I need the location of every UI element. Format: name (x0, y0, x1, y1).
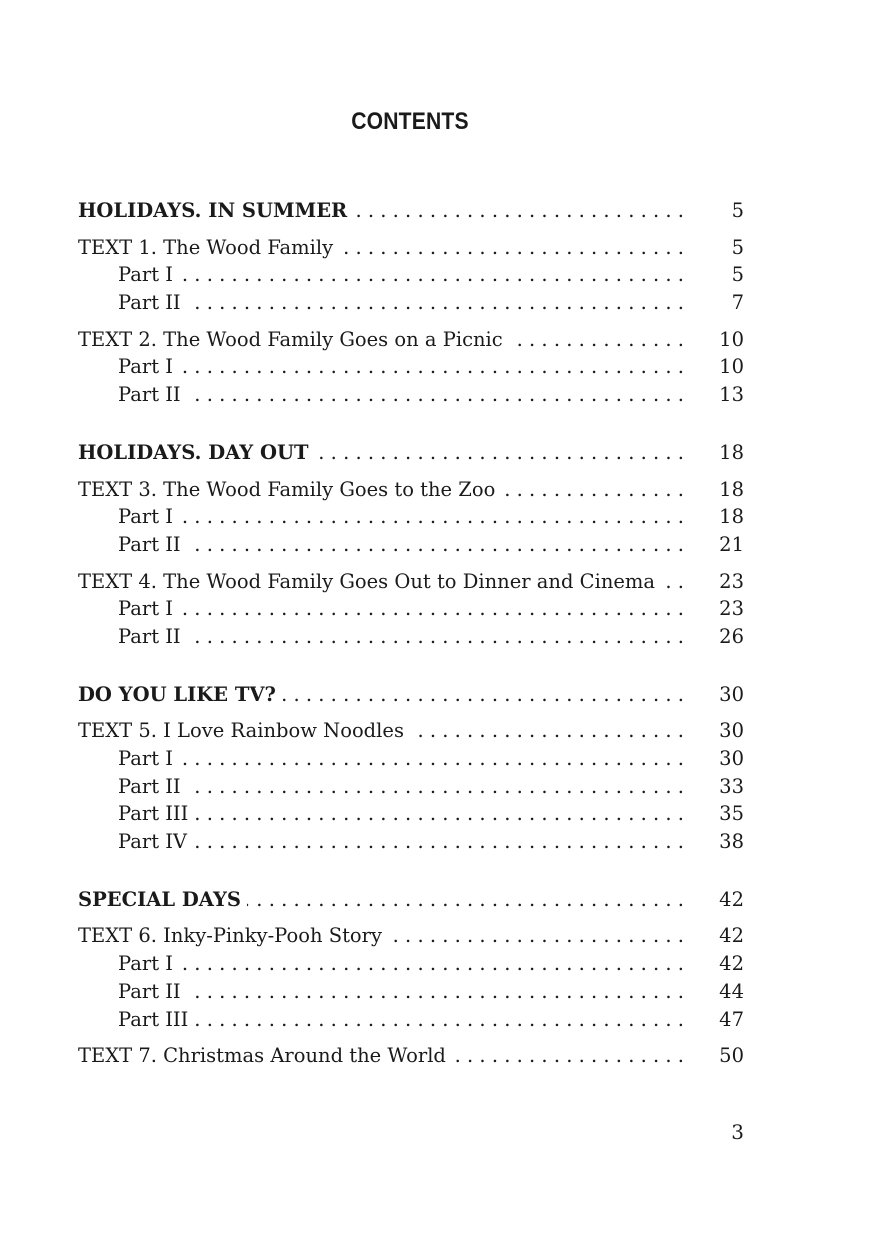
toc-entry-section (78, 439, 744, 467)
dot-leader (247, 886, 684, 914)
dot-leader (410, 717, 684, 745)
dot-leader (179, 950, 684, 978)
toc-entry-label: Part I (118, 747, 173, 770)
toc-entry-label: TEXT 5. I Love Rainbow Noodles (78, 719, 404, 743)
dot-leader (509, 326, 684, 354)
toc-entry-label: Part IV (118, 830, 188, 854)
toc-entry-part (78, 800, 744, 828)
dot-leader (187, 381, 684, 409)
toc-entry-label: Part I (118, 263, 173, 287)
toc-entry-label: Part II (118, 291, 181, 315)
dot-leader (179, 503, 684, 531)
toc-entry-part (78, 595, 744, 623)
toc-entry-label: Part III (118, 1007, 189, 1031)
toc-entry-page: 42 (719, 952, 744, 976)
dot-leader (187, 623, 684, 651)
toc-entry-label: TEXT 1. The Wood Family (78, 235, 334, 259)
toc-entry-text (78, 326, 744, 354)
toc-entry-label: TEXT 4. The Wood Family Goes Out to Dinner and Cinema (78, 569, 656, 593)
toc-entry-page: 18 (719, 440, 744, 464)
toc-entry-part (78, 950, 744, 978)
toc-entry-section (78, 197, 744, 225)
toc-entry-page: 10 (719, 355, 744, 379)
toc-entry-page: 47 (719, 1007, 744, 1031)
toc-entry-part (78, 745, 744, 773)
dot-leader (193, 828, 684, 856)
toc-entry-page: 18 (719, 505, 744, 529)
dot-leader (194, 1006, 684, 1034)
toc-entry-page: 38 (719, 830, 744, 854)
toc-entry-page: 5 (731, 199, 744, 222)
toc-entry-text (78, 922, 744, 950)
toc-entry-page: 30 (719, 719, 744, 743)
toc-entry-label: Part I (118, 505, 173, 529)
toc-entry-label: TEXT 6. Inky-Pinky-Pooh Story (78, 924, 382, 948)
toc-entry-section (78, 886, 744, 914)
dot-leader (187, 531, 684, 559)
toc-entry-part (78, 289, 744, 317)
toc-entry-part (78, 773, 744, 801)
toc-entry-page: 30 (719, 682, 744, 706)
toc-entry-page: 26 (719, 624, 744, 648)
toc-entry-page: 5 (731, 263, 744, 287)
toc-entry-part (78, 828, 744, 856)
toc-entry-section (78, 681, 744, 709)
toc-entry-page: 7 (731, 291, 744, 315)
toc-entry-label: HOLIDAYS. IN SUMMER (78, 199, 348, 222)
dot-leader (194, 800, 684, 828)
toc-entry-page: 18 (719, 477, 744, 501)
toc-entry-label: SPECIAL DAYS (78, 887, 241, 911)
toc-entry-label: Part I (118, 355, 173, 379)
toc-entry-part (78, 353, 744, 381)
toc-entry-part (78, 381, 744, 409)
toc-entry-page: 50 (719, 1044, 744, 1068)
dot-leader (187, 978, 684, 1006)
toc-entry-text (78, 234, 744, 262)
page-number: 3 (731, 1120, 744, 1144)
page-title: CONTENTS (351, 108, 469, 135)
toc-entry-label: Part II (118, 383, 181, 407)
toc-entry-page: 23 (719, 597, 744, 621)
toc-entry-text (78, 568, 744, 596)
toc-entry-label: TEXT 7. Christmas Around the World (78, 1044, 446, 1068)
dot-leader (314, 439, 684, 467)
toc-entry-part (78, 623, 744, 651)
toc-entry-page: 30 (719, 747, 744, 770)
toc-entry-label: TEXT 3. The Wood Family Goes to the Zoo (78, 477, 496, 501)
toc-entry-page: 42 (719, 887, 744, 911)
toc-entry-page: 21 (719, 532, 744, 556)
dot-leader (353, 197, 684, 225)
dot-leader (187, 289, 684, 317)
toc-entry-part (78, 261, 744, 289)
toc-entry-part (78, 978, 744, 1006)
toc-entry-label: DO YOU LIKE TV? (78, 682, 276, 706)
toc-entry-page: 13 (719, 383, 744, 407)
toc-entry-page: 23 (719, 569, 744, 593)
dot-leader (187, 773, 684, 801)
dot-leader (282, 681, 684, 709)
toc-entry-page: 42 (719, 924, 744, 948)
table-of-contents (78, 197, 744, 1070)
dot-leader (452, 1042, 684, 1070)
toc-entry-text (78, 476, 744, 504)
toc-entry-page: 35 (719, 802, 744, 826)
dot-leader (179, 353, 684, 381)
toc-entry-label: Part I (118, 597, 173, 621)
toc-entry-part (78, 503, 744, 531)
dot-leader (388, 922, 684, 950)
dot-leader (179, 595, 684, 623)
toc-entry-label: Part II (118, 624, 181, 648)
toc-entry-text (78, 717, 744, 745)
toc-entry-label: Part II (118, 774, 181, 798)
toc-entry-label: Part I (118, 952, 173, 976)
toc-entry-page: 33 (719, 774, 744, 798)
dot-leader (179, 745, 684, 773)
dot-leader (179, 261, 684, 289)
toc-entry-text (78, 1042, 744, 1070)
toc-entry-part (78, 1006, 744, 1034)
dot-leader (661, 568, 684, 596)
toc-entry-label: Part II (118, 979, 181, 1003)
dot-leader (339, 234, 684, 262)
toc-entry-page: 5 (731, 235, 744, 259)
toc-entry-page: 44 (719, 979, 744, 1003)
toc-entry-label: TEXT 2. The Wood Family Goes on a Picnic (78, 327, 503, 351)
dot-leader (501, 476, 684, 504)
toc-entry-part (78, 531, 744, 559)
toc-entry-label: Part II (118, 532, 181, 556)
toc-entry-page: 10 (719, 327, 744, 351)
toc-entry-label: Part III (118, 802, 189, 826)
toc-entry-label: HOLIDAYS. DAY OUT (78, 440, 309, 464)
